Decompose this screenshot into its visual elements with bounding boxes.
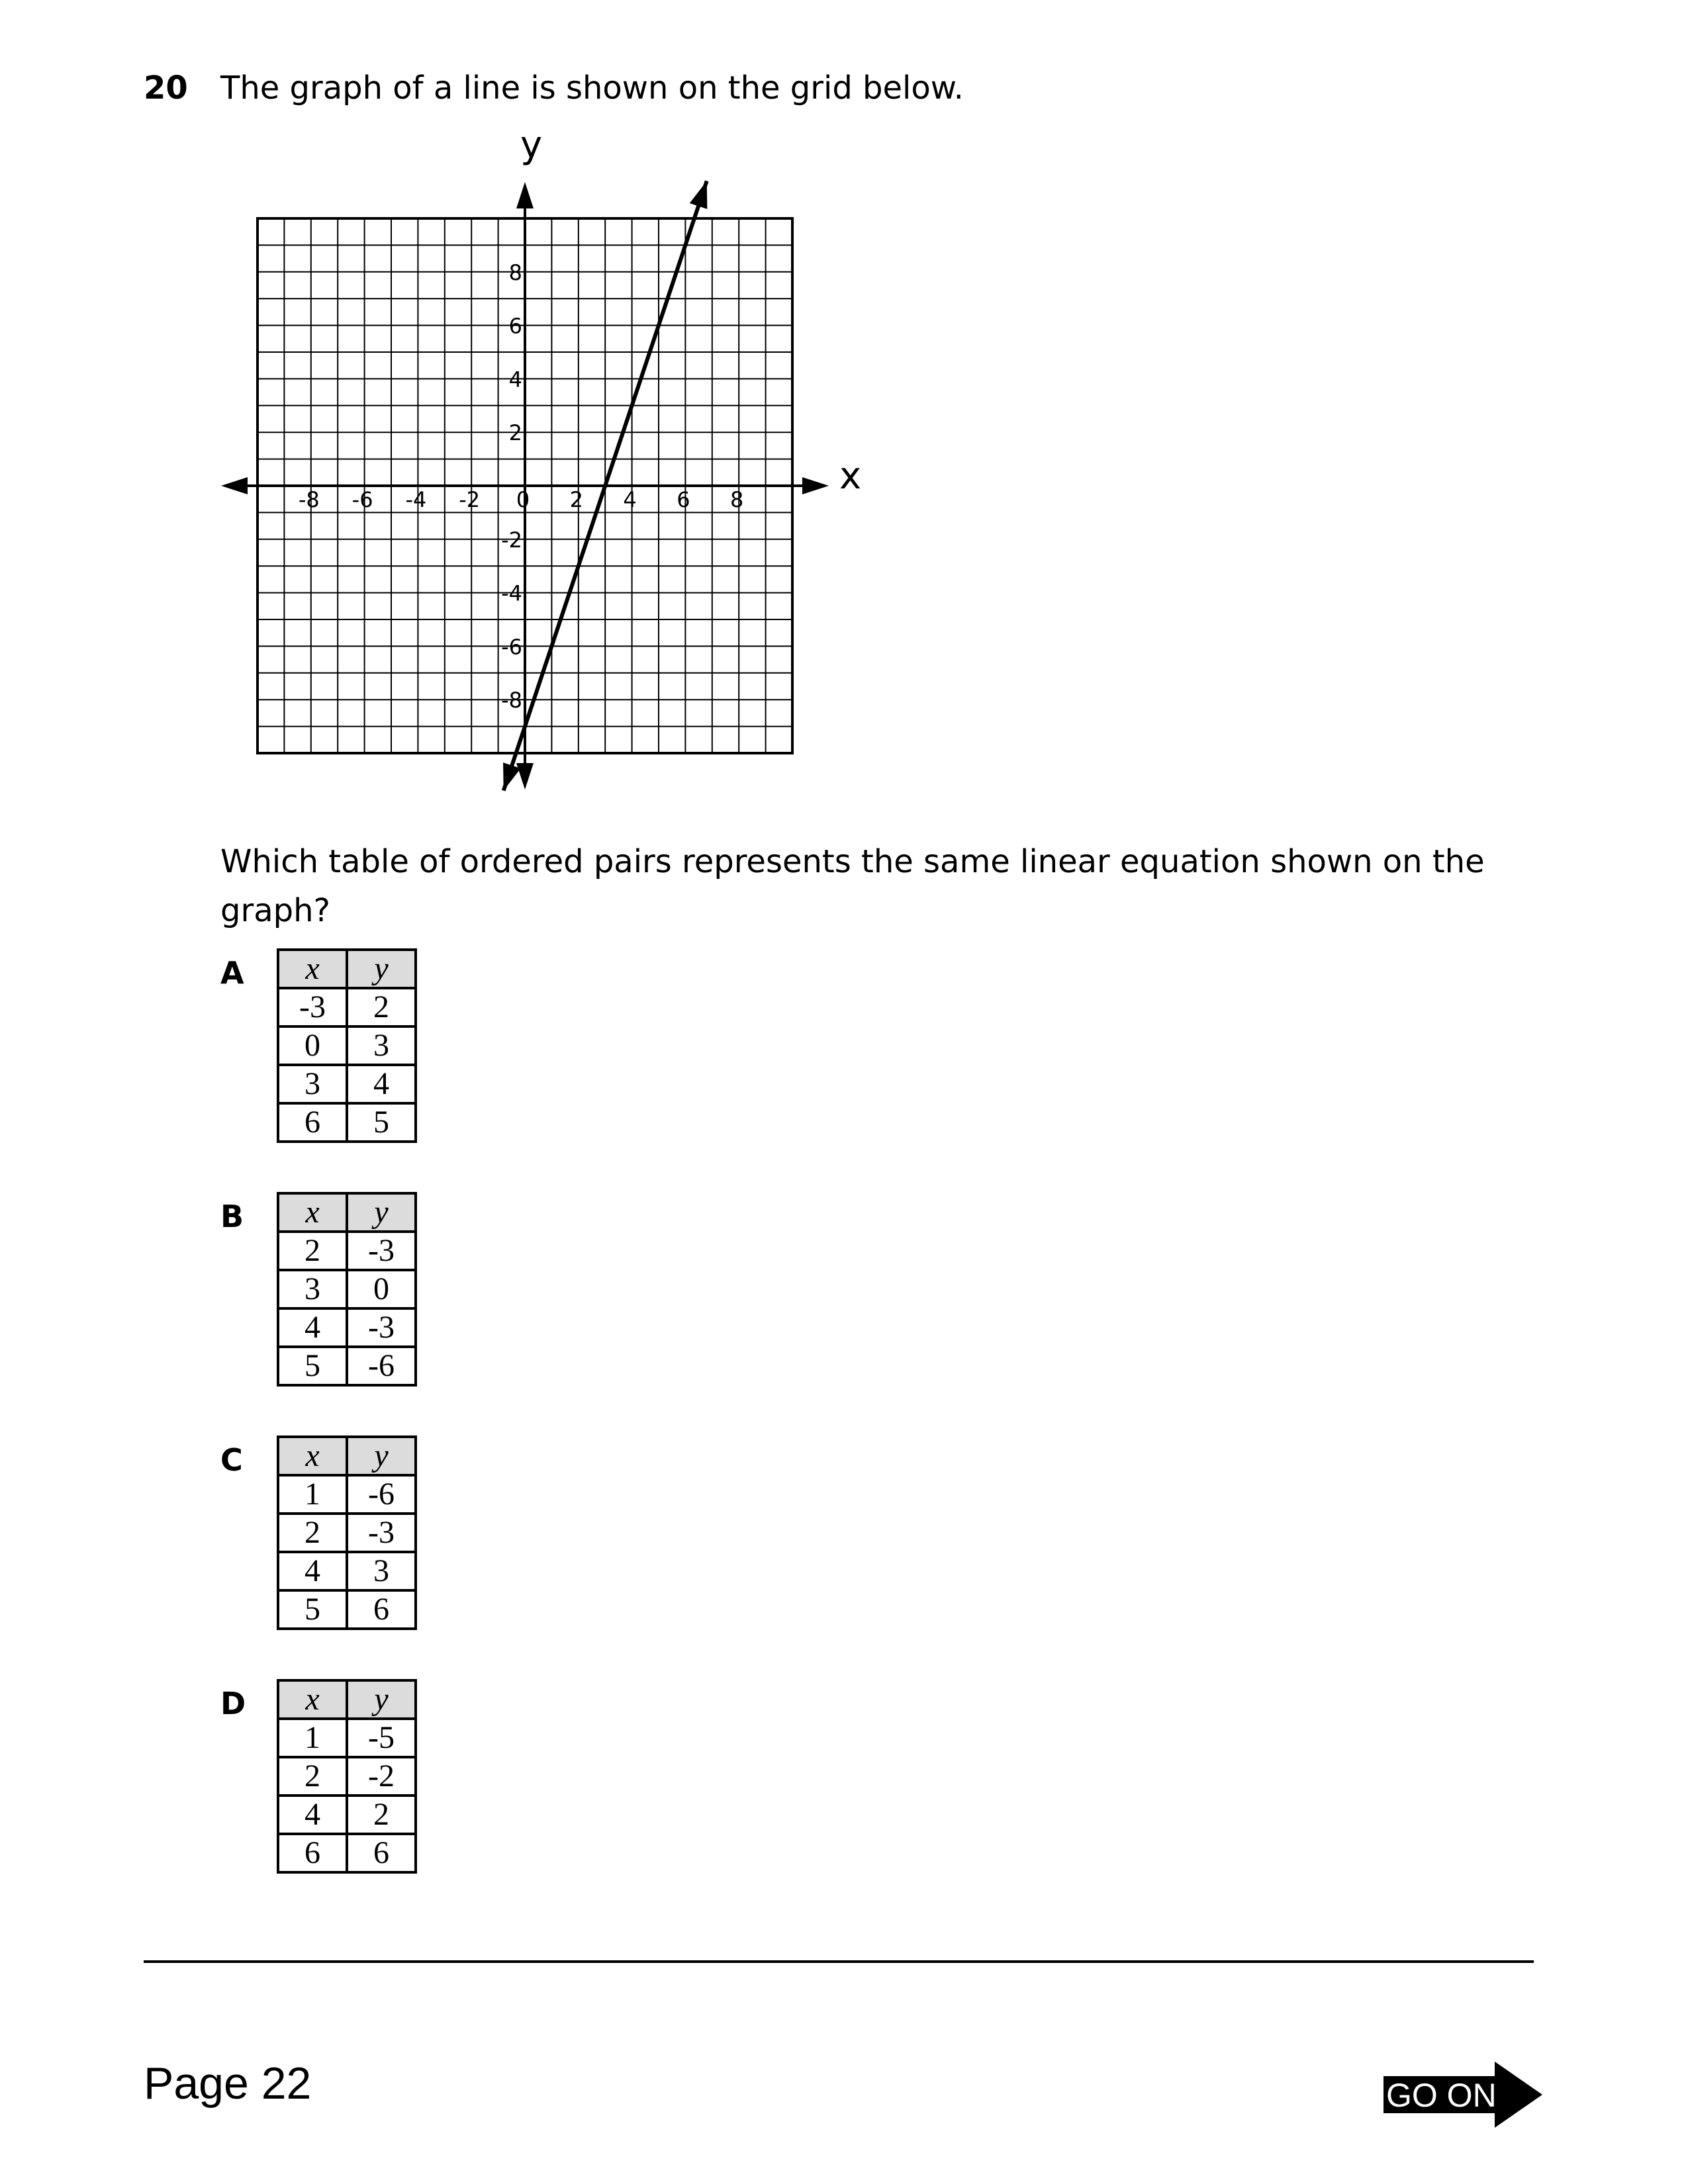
- table-row: [278, 1347, 416, 1385]
- table-row: [278, 1552, 416, 1590]
- table-header-x: x: [278, 1680, 347, 1719]
- y-axis-down-arrow-icon: [516, 763, 534, 790]
- choice-table-a[interactable]: [277, 948, 417, 1143]
- table-row: [278, 988, 416, 1026]
- table-header-x: x: [278, 1193, 347, 1232]
- table-cell: 5: [278, 1347, 347, 1385]
- x-tick-label: 2: [569, 487, 583, 512]
- footer-rule: [144, 1960, 1534, 1963]
- x-tick-label: -4: [405, 487, 427, 512]
- x-tick-label: 0: [516, 487, 530, 512]
- table-cell: 4: [278, 1552, 347, 1590]
- x-axis-label: x: [839, 455, 862, 498]
- table-header-x: x: [278, 1437, 347, 1475]
- table-row: [278, 1719, 416, 1757]
- table-row: [278, 1270, 416, 1308]
- table-cell: -2: [347, 1757, 416, 1796]
- y-tick-label: 4: [508, 367, 522, 392]
- table-header-row: [278, 1193, 416, 1232]
- table-cell: 5: [278, 1590, 347, 1629]
- table-cell: -3: [347, 1514, 416, 1552]
- table-header-row: [278, 1437, 416, 1475]
- choice-letter-c[interactable]: C: [220, 1442, 243, 1478]
- series-top-arrow-icon: [690, 181, 708, 208]
- table-cell: 6: [347, 1590, 416, 1629]
- table-header-y: y: [347, 1680, 416, 1719]
- table-cell: 4: [278, 1796, 347, 1834]
- table-cell: 4: [347, 1065, 416, 1103]
- table-cell: -3: [347, 1308, 416, 1347]
- table-row: [278, 1514, 416, 1552]
- y-tick-label: -2: [501, 527, 522, 553]
- x-axis-left-arrow-icon: [221, 477, 248, 494]
- choice-table-c[interactable]: [277, 1435, 417, 1630]
- question-prompt: Which table of ordered pairs represents the same linear equation shown on the graph?: [220, 843, 1485, 929]
- table-cell: 1: [278, 1719, 347, 1757]
- table-header-x: x: [278, 950, 347, 988]
- table-cell: 2: [278, 1757, 347, 1796]
- table-header-row: [278, 1680, 416, 1719]
- table-cell: 1: [278, 1475, 347, 1514]
- y-tick-label: -6: [501, 634, 522, 660]
- table-row: [278, 1232, 416, 1270]
- table-cell: -6: [347, 1475, 416, 1514]
- axes: [221, 182, 829, 790]
- choice-letter-b[interactable]: B: [220, 1199, 244, 1234]
- table-row: [278, 1475, 416, 1514]
- table-header-row: [278, 950, 416, 988]
- table-cell: -5: [347, 1719, 416, 1757]
- x-axis-right-arrow-icon: [802, 477, 829, 494]
- table-cell: 6: [347, 1834, 416, 1872]
- x-tick-label: -6: [352, 487, 373, 512]
- y-axis-label: y: [520, 126, 543, 167]
- y-axis-up-arrow-icon: [516, 182, 534, 208]
- table-row: [278, 1103, 416, 1142]
- table-row: [278, 1308, 416, 1347]
- x-tick-label: 6: [677, 487, 690, 512]
- table-cell: 3: [278, 1270, 347, 1308]
- table-row: [278, 1834, 416, 1872]
- table-header-y: y: [347, 1437, 416, 1475]
- x-tick-label: -2: [459, 487, 481, 512]
- y-tick-label: -4: [501, 580, 522, 606]
- y-tick-label: -8: [501, 688, 522, 713]
- y-tick-label: 8: [508, 259, 522, 285]
- go-on-button[interactable]: [1383, 2062, 1542, 2128]
- table-cell: 6: [278, 1103, 347, 1142]
- question-number: 20: [144, 69, 188, 107]
- table-row: [278, 1026, 416, 1065]
- table-cell: 3: [278, 1065, 347, 1103]
- table-cell: 4: [278, 1308, 347, 1347]
- choice-letter-d[interactable]: D: [220, 1686, 246, 1721]
- table-cell: 5: [347, 1103, 416, 1142]
- choice-table-d[interactable]: [277, 1679, 417, 1874]
- table-cell: -3: [347, 1232, 416, 1270]
- x-tick-label: 4: [623, 487, 637, 512]
- x-tick-label: -8: [298, 487, 320, 512]
- table-row: [278, 1065, 416, 1103]
- go-on-label: GO ON: [1386, 2077, 1497, 2114]
- question-text: The graph of a line is shown on the grid below.: [220, 69, 964, 107]
- table-header-y: y: [347, 1193, 416, 1232]
- table-cell: 0: [278, 1026, 347, 1065]
- y-tick-label: 6: [508, 313, 522, 339]
- table-cell: -6: [347, 1347, 416, 1385]
- coordinate-graph: [212, 126, 914, 814]
- table-cell: 3: [347, 1026, 416, 1065]
- table-cell: 6: [278, 1834, 347, 1872]
- choice-letter-a[interactable]: A: [220, 955, 244, 991]
- table-cell: 3: [347, 1552, 416, 1590]
- choice-table-b[interactable]: [277, 1192, 417, 1387]
- table-cell: 2: [347, 1796, 416, 1834]
- y-tick-label: 2: [508, 420, 522, 446]
- table-cell: 0: [347, 1270, 416, 1308]
- table-cell: 2: [347, 988, 416, 1026]
- x-tick-label: 8: [730, 487, 744, 512]
- table-cell: 2: [278, 1232, 347, 1270]
- page-number: Page 22: [144, 2058, 312, 2109]
- table-header-y: y: [347, 950, 416, 988]
- table-cell: -3: [278, 988, 347, 1026]
- table-row: [278, 1590, 416, 1629]
- table-row: [278, 1757, 416, 1796]
- table-row: [278, 1796, 416, 1834]
- table-cell: 2: [278, 1514, 347, 1552]
